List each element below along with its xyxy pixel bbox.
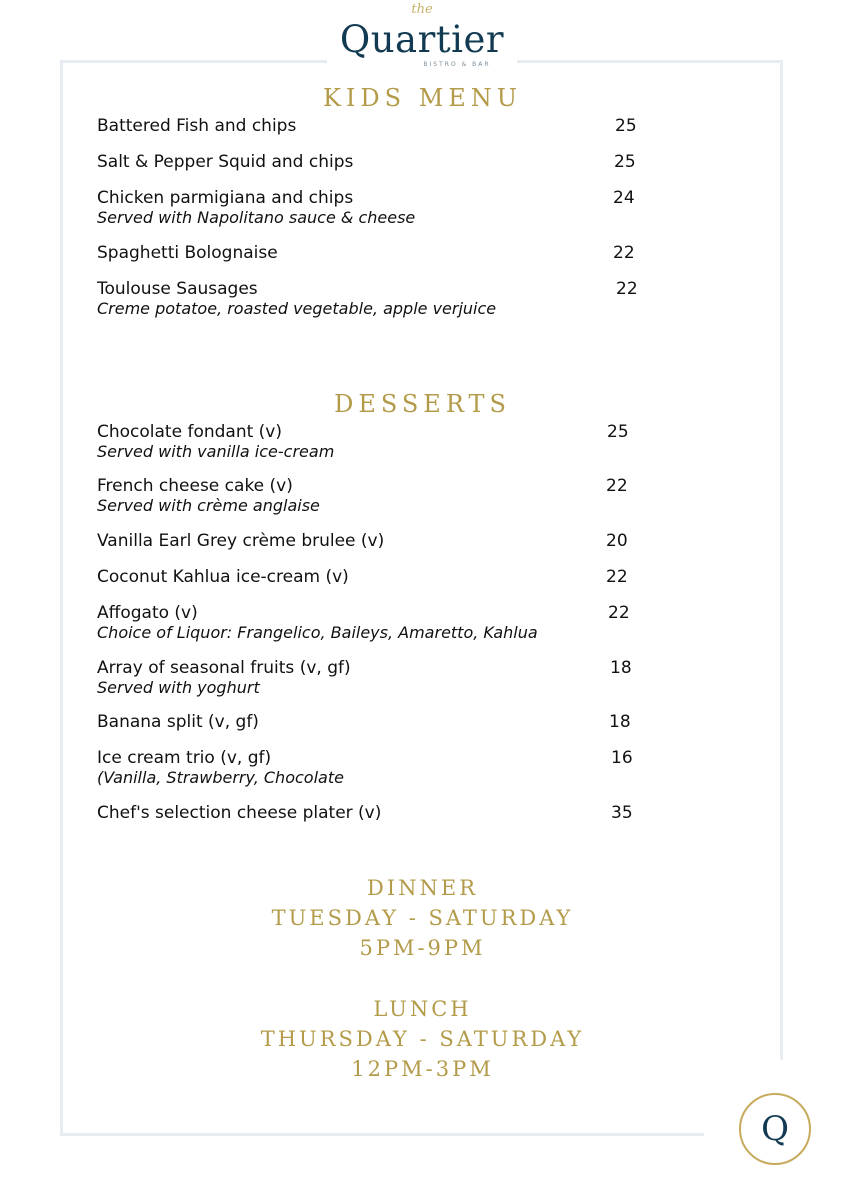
item-name: Ice cream trio (v, gf) — [97, 748, 272, 768]
item-description: Served with vanilla ice-cream — [97, 442, 335, 461]
item-description: Served with yoghurt — [97, 678, 260, 697]
dinner-hours — [0, 873, 845, 963]
logo-the: the — [411, 2, 433, 17]
item-price: 35 — [611, 803, 633, 823]
menu-item — [97, 116, 657, 136]
item-description: (Vanilla, Strawberry, Chocolate — [97, 768, 344, 787]
item-description: Creme potatoe, roasted vegetable, apple verjuice — [97, 299, 497, 318]
item-price: 20 — [606, 531, 628, 551]
menu-item — [97, 567, 657, 587]
item-name: Salt & Pepper Squid and chips — [97, 152, 354, 172]
item-price: 22 — [608, 603, 630, 623]
item-price: 16 — [611, 748, 633, 768]
item-price: 22 — [606, 567, 628, 587]
logo-subtitle: BISTRO & BAR — [423, 61, 491, 68]
item-description: Served with crème anglaise — [97, 496, 320, 515]
menu-item — [97, 803, 657, 823]
item-name: Spaghetti Bolognaise — [97, 243, 278, 263]
menu-item — [97, 279, 657, 318]
item-name: Affogato (v) — [97, 603, 198, 623]
logo-name: Quartier — [339, 18, 505, 61]
item-name: Banana split (v, gf) — [97, 712, 259, 732]
menu-item — [97, 188, 657, 227]
menu-item — [97, 658, 657, 697]
menu-item — [97, 476, 657, 515]
lunch-time: 12PM-3PM — [351, 1057, 494, 1081]
menu-item — [97, 531, 657, 551]
menu-item — [97, 422, 657, 461]
item-price: 24 — [613, 188, 635, 208]
item-name: Chef's selection cheese plater (v) — [97, 803, 382, 823]
menu-item — [97, 152, 657, 172]
item-name: Toulouse Sausages — [97, 279, 258, 299]
item-name: Chocolate fondant (v) — [97, 422, 282, 442]
item-price: 25 — [607, 422, 629, 442]
item-price: 22 — [616, 279, 638, 299]
kids-menu-heading: KIDS MENU — [322, 84, 523, 112]
menu-item — [97, 603, 657, 642]
item-price: 22 — [613, 243, 635, 263]
menu-item — [97, 243, 657, 263]
item-name: French cheese cake (v) — [97, 476, 293, 496]
item-price: 18 — [609, 712, 631, 732]
item-price: 22 — [606, 476, 628, 496]
item-price: 18 — [610, 658, 632, 678]
dinner-time: 5PM-9PM — [359, 936, 486, 960]
lunch-label: LUNCH — [373, 997, 472, 1021]
item-description: Choice of Liquor: Frangelico, Baileys, Amaretto, Kahlua — [97, 623, 538, 642]
menu-item — [97, 748, 657, 787]
item-name: Battered Fish and chips — [97, 116, 297, 136]
lunch-days: THURSDAY - SATURDAY — [260, 1027, 585, 1051]
item-name: Array of seasonal fruits (v, gf) — [97, 658, 351, 678]
menu-item — [97, 712, 657, 732]
item-name: Chicken parmigiana and chips — [97, 188, 354, 208]
item-price: 25 — [614, 152, 636, 172]
item-name: Vanilla Earl Grey crème brulee (v) — [97, 531, 385, 551]
logo — [327, 0, 517, 74]
dinner-label: DINNER — [366, 876, 479, 900]
desserts-heading: DESSERTS — [334, 390, 511, 418]
dinner-days: TUESDAY - SATURDAY — [271, 906, 574, 930]
item-price: 25 — [615, 116, 637, 136]
item-name: Coconut Kahlua ice-cream (v) — [97, 567, 349, 587]
q-badge-icon: Q — [739, 1093, 811, 1165]
item-description: Served with Napolitano sauce & cheese — [97, 208, 416, 227]
